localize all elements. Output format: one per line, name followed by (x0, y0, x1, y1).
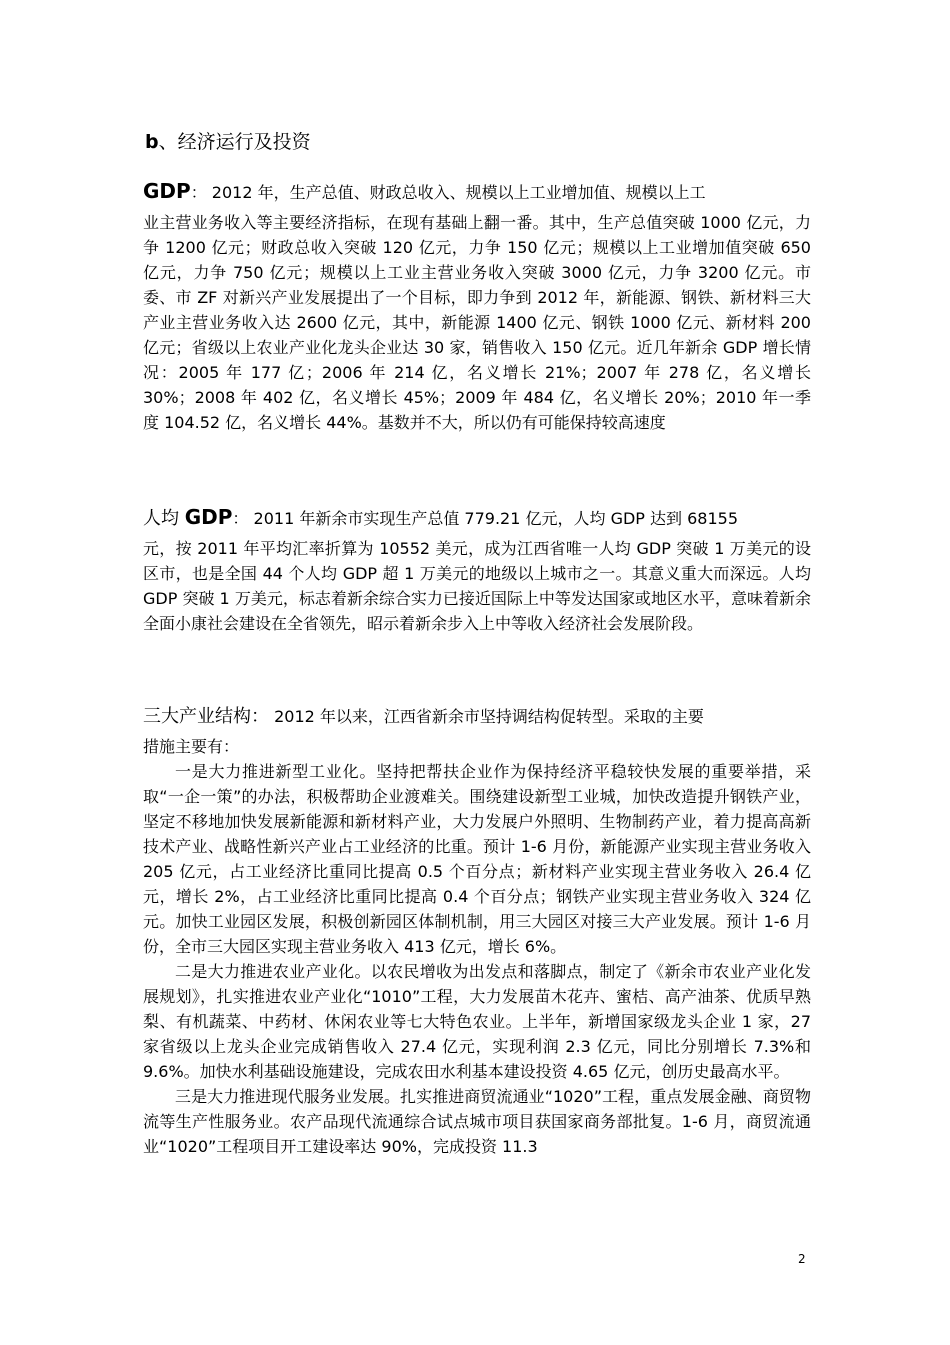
heading-prefix: b (145, 131, 159, 153)
per-capita-label-gdp: GDP (184, 505, 233, 529)
structure-first-line (143, 700, 811, 734)
structure-section (143, 700, 811, 1159)
gdp-label: GDP (143, 179, 191, 203)
structure-paragraph-industry: 一是大力推进新型工业化。坚持把帮扶企业作为保持经济平稳较快发展的重要举措，采取“一企一策”的办法，积极帮助企业渡难关。围绕建设新型工业城，加快改造提升钢铁产业，坚定不移地加快发展新能源和新材料产业，大力发展户外照明、生物制药产业，着力提高高新技术产业、战略性新兴产业占工业经济的比重。预计 1-6 月份，新能源产业实现主营业务收入 205 亿元，占工业经济比重同比提高 0.5 个百分点；新材料产业实现主营业务收入 26.4 亿元，增长 2%，占工业经济比重同比提高 0.4 个百分点；钢铁产业实现主营业务收入 324 亿元。加快工业园区发展，积极创新园区体制机制，用三大园区对接三大产业发展。预计 1-6 月份，全市三大园区实现主营业务收入 413 亿元，增长 6%。 (143, 762, 811, 956)
gdp-section (143, 174, 811, 435)
heading-text: 、经济运行及投资 (158, 131, 311, 153)
gdp-colon: ： (190, 183, 207, 202)
gdp-first-text: 2012 年，生产总值、财政总收入、规模以上工业增加值、规模以上工 (206, 183, 706, 202)
per-capita-first-line (143, 500, 811, 536)
gdp-first-line (143, 174, 811, 210)
per-capita-section (143, 500, 811, 636)
gdp-body: 业主营业务收入等主要经济指标，在现有基础上翻一番。其中，生产总值突破 1000 亿元，力争 1200 亿元；财政总收入突破 120 亿元，力争 150 亿元；规模以上工业增加值突破 650 亿元，力争 750 亿元；规模以上工业主营业务收入突破 3000 亿元，力争 3200 亿元。市委、市 ZF 对新兴产业发展提出了一个目标，即力争到 2012 年，新能源、钢铁、新材料三大产业主营业务收入达 2600 亿元，其中，新能源 1400 亿元、钢铁 1000 亿元、新材料 200 亿元；省级以上农业产业化龙头企业达 30 家，销售收入 150 亿元。近几年新余 GDP 增长情况：2005 年 177 亿；2006 年 214 亿，名义增长 21%；2007 年 278 亿，名义增长 30%；2008 年 402 亿，名义增长 45%；2009 年 484 亿，名义增长 20%；2010 年一季度 104.52 亿，名义增长 44%。基数并不大，所以仍有可能保持较高速度 (143, 213, 811, 432)
per-capita-label-pre: 人均 (143, 508, 185, 529)
structure-first-text: 2012 年以来，江西省新余市坚持调结构促转型。采取的主要 (269, 707, 704, 726)
structure-paragraph-services: 三是大力推进现代服务业发展。扎实推进商贸流通业“1020”工程，重点发展金融、商贸物流等生产性服务业。农产品现代流通综合试点城市项目获国家商务部批复。1-6 月，商贸流通业“1020”工程项目开工建设率达 90%，完成投资 11.3 (143, 1087, 811, 1156)
per-capita-body: 元，按 2011 年平均汇率折算为 10552 美元，成为江西省唯一人均 GDP 突破 1 万美元的设区市，也是全国 44 个人均 GDP 超 1 万美元的地级以上城市之一。其意义重大而深远。人均 GDP 突破 1 万美元，标志着新余综合实力已接近国际上中等发达国家或地区水平，意味着新余全面小康社会建设在全省领先，昭示着新余步入上中等收入经济社会发展阶段。 (143, 539, 811, 633)
per-capita-colon: ： (232, 509, 249, 528)
structure-intro: 措施主要有： (143, 737, 240, 756)
structure-label: 三大产业结构： (143, 706, 269, 727)
per-capita-first-text: 2011 年新余市实现生产总值 779.21 亿元，人均 GDP 达到 68155 (248, 509, 739, 528)
section-heading (145, 128, 311, 156)
page-number: 2 (798, 1252, 806, 1266)
structure-paragraph-agriculture: 二是大力推进农业产业化。以农民增收为出发点和落脚点，制定了《新余市农业产业化发展规划》，扎实推进农业产业化“1010”工程，大力发展苗木花卉、蜜桔、高产油茶、优质早熟梨、有机蔬菜、中药材、休闲农业等七大特色农业。上半年，新增国家级龙头企业 1 家，27 家省级以上龙头企业完成销售收入 27.4 亿元，实现利润 2.3 亿元，同比分别增长 7.3%和 9.6%。加快水利基础设施建设，完成农田水利基本建设投资 4.65 亿元，创历史最高水平。 (143, 962, 811, 1081)
